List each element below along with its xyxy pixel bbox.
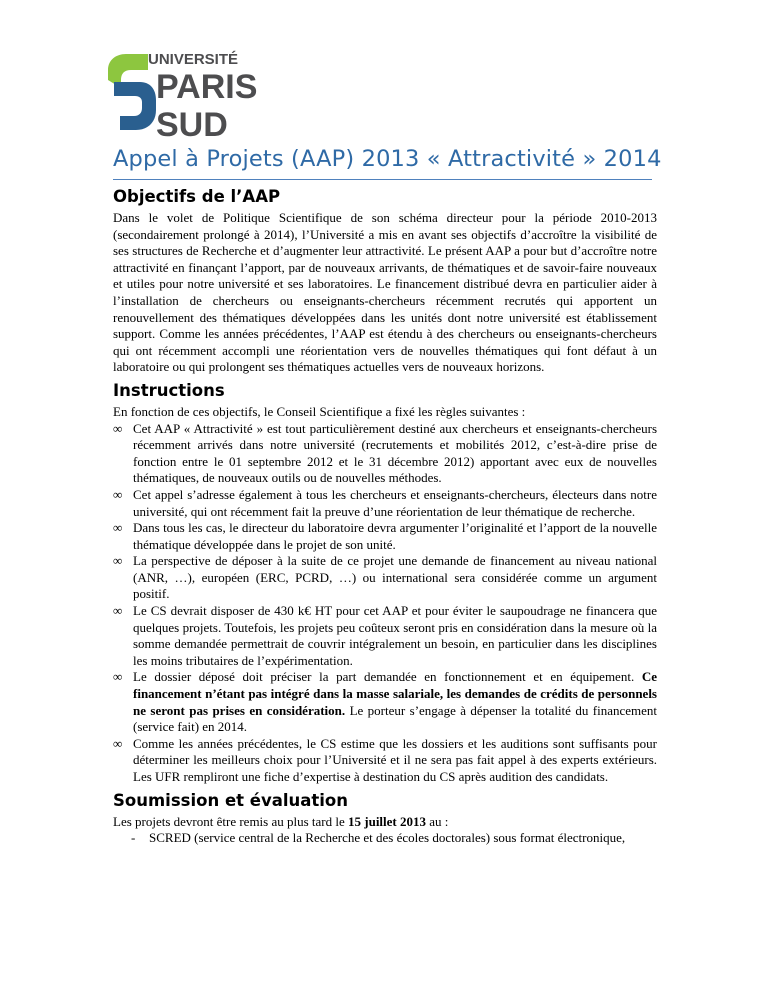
instructions-list [113,421,657,786]
list-item: - SCRED (service central de la Recherche et des écoles doctorales) sous format électronique, [131,830,626,846]
objectifs-paragraph: Dans le volet de Politique Scientifique de son schéma directeur pour la période 2010-2013 (secondairement prolongé à 2014), l’Université a mis en avant ses objectifs d’accroître la visibilité de ses structures de Recherche et d’augmenter leur attractivité. Le présent AAP a pour but d’accroître notre attractivité en finançant l’apport, par de nouveaux arrivants, de thématiques et de savoir-faire nouveaux et utiles pour notre université et ses laboratoires. Le financement distribué devra en particulier aider à l’installation de chercheurs ou enseignants-chercheurs récemment recrutés qui apportent un renouvellement des thématiques développées dans les unités dont notre université est établissement support. Comme les années précédentes, l’AAP est étendu à des chercheurs ou enseignants-chercheurs qui ont récemment accompli une réorientation vers de nouvelles thématiques qui font défaut à un laboratoire ou qui prolongent ses thématiques actuelles vers de nouveaux horizons. [113,210,657,375]
soumission-list [113,830,657,847]
list-item: ∞ La perspective de déposer à la suite de ce projet une demande de financement au niveau national (ANR, …), européen (ERC, PCRD, …) ou international sera considérée comme un argument positif. [113,553,657,602]
heading-objectifs: Objectifs de l’AAP [113,187,281,206]
document-title: Appel à Projets (AAP) 2013 « Attractivité » 2014 [113,146,662,172]
soumission-intro: Les projets devront être remis au plus tard le 15 juillet 2013 au : [113,813,449,829]
list-item: ∞ Le dossier déposé doit préciser la part demandée en fonctionnement et en équipement. Ce financement n’étant pas intégré dans la masse salariale, les demandes de crédits de personnels ne seront pas prises en considération. Le porteur s’engage à dépenser la totalité du financement (service fait) en 2014. [113,669,658,735]
universite-paris-sud-logo [104,44,262,144]
title-underline [113,179,652,180]
document-body [113,186,657,851]
heading-soumission: Soumission et évaluation [113,790,349,810]
heading-instructions: Instructions [113,380,225,400]
list-item: ∞ Le CS devrait disposer de 430 k€ HT pour cet AAP et pour éviter le saupoudrage ne financera que quelques projets. Toutefois, les projets peu coûteux seront pris en considération dans la mesure où la somme demandée permettrait de couvrir intégralement un besoin, en particulier dans les disciplines les moins tributaires de l’expérimentation. [113,603,657,668]
section-soumission [113,790,657,847]
section-instructions [113,380,657,786]
instructions-intro: En fonction de ces objectifs, le Conseil Scientifique a fixé les règles suivantes : [113,403,526,419]
list-item: ∞ Cet appel s’adresse également à tous les chercheurs et enseignants-chercheurs, électeurs dans notre université, qui ont récemment fait la preuve d’une réorientation de leur thématique de recherche. [113,486,657,519]
section-objectifs [113,186,657,376]
logo-line-paris: PARIS [156,68,258,106]
list-item: ∞ Dans tous les cas, le directeur du laboratoire devra argumenter l’originalité et l’apport de la nouvelle thématique développée dans le projet de son unité. [113,520,657,552]
logo-line-sud: SUD [156,106,228,144]
list-item: ∞ Cet AAP « Attractivité » est tout particulièrement destiné aux chercheurs et enseignants-chercheurs récemment arrivés dans notre université (recrutements et mobilités 2012, c’est-à-dire prise de fonction entre le 01 septembre 2012 et le 31 décembre 2012) apportant avec eux de nouvelles thématiques, de nouveaux outils ou de nouvelles méthodes. [113,420,657,486]
list-item: ∞ Comme les années précédentes, le CS estime que les dossiers et les auditions sont suffisants pour déterminer les meilleurs choix pour l’Université et il ne sera pas fait appel à des experts extérieurs. Les UFR rempliront une fiche d’expertise à destination du CS après audition des candidats. [113,735,657,784]
deadline-date: 15 juillet 2013 [348,813,427,829]
logo-line-universite: UNIVERSITÉ [148,51,239,68]
